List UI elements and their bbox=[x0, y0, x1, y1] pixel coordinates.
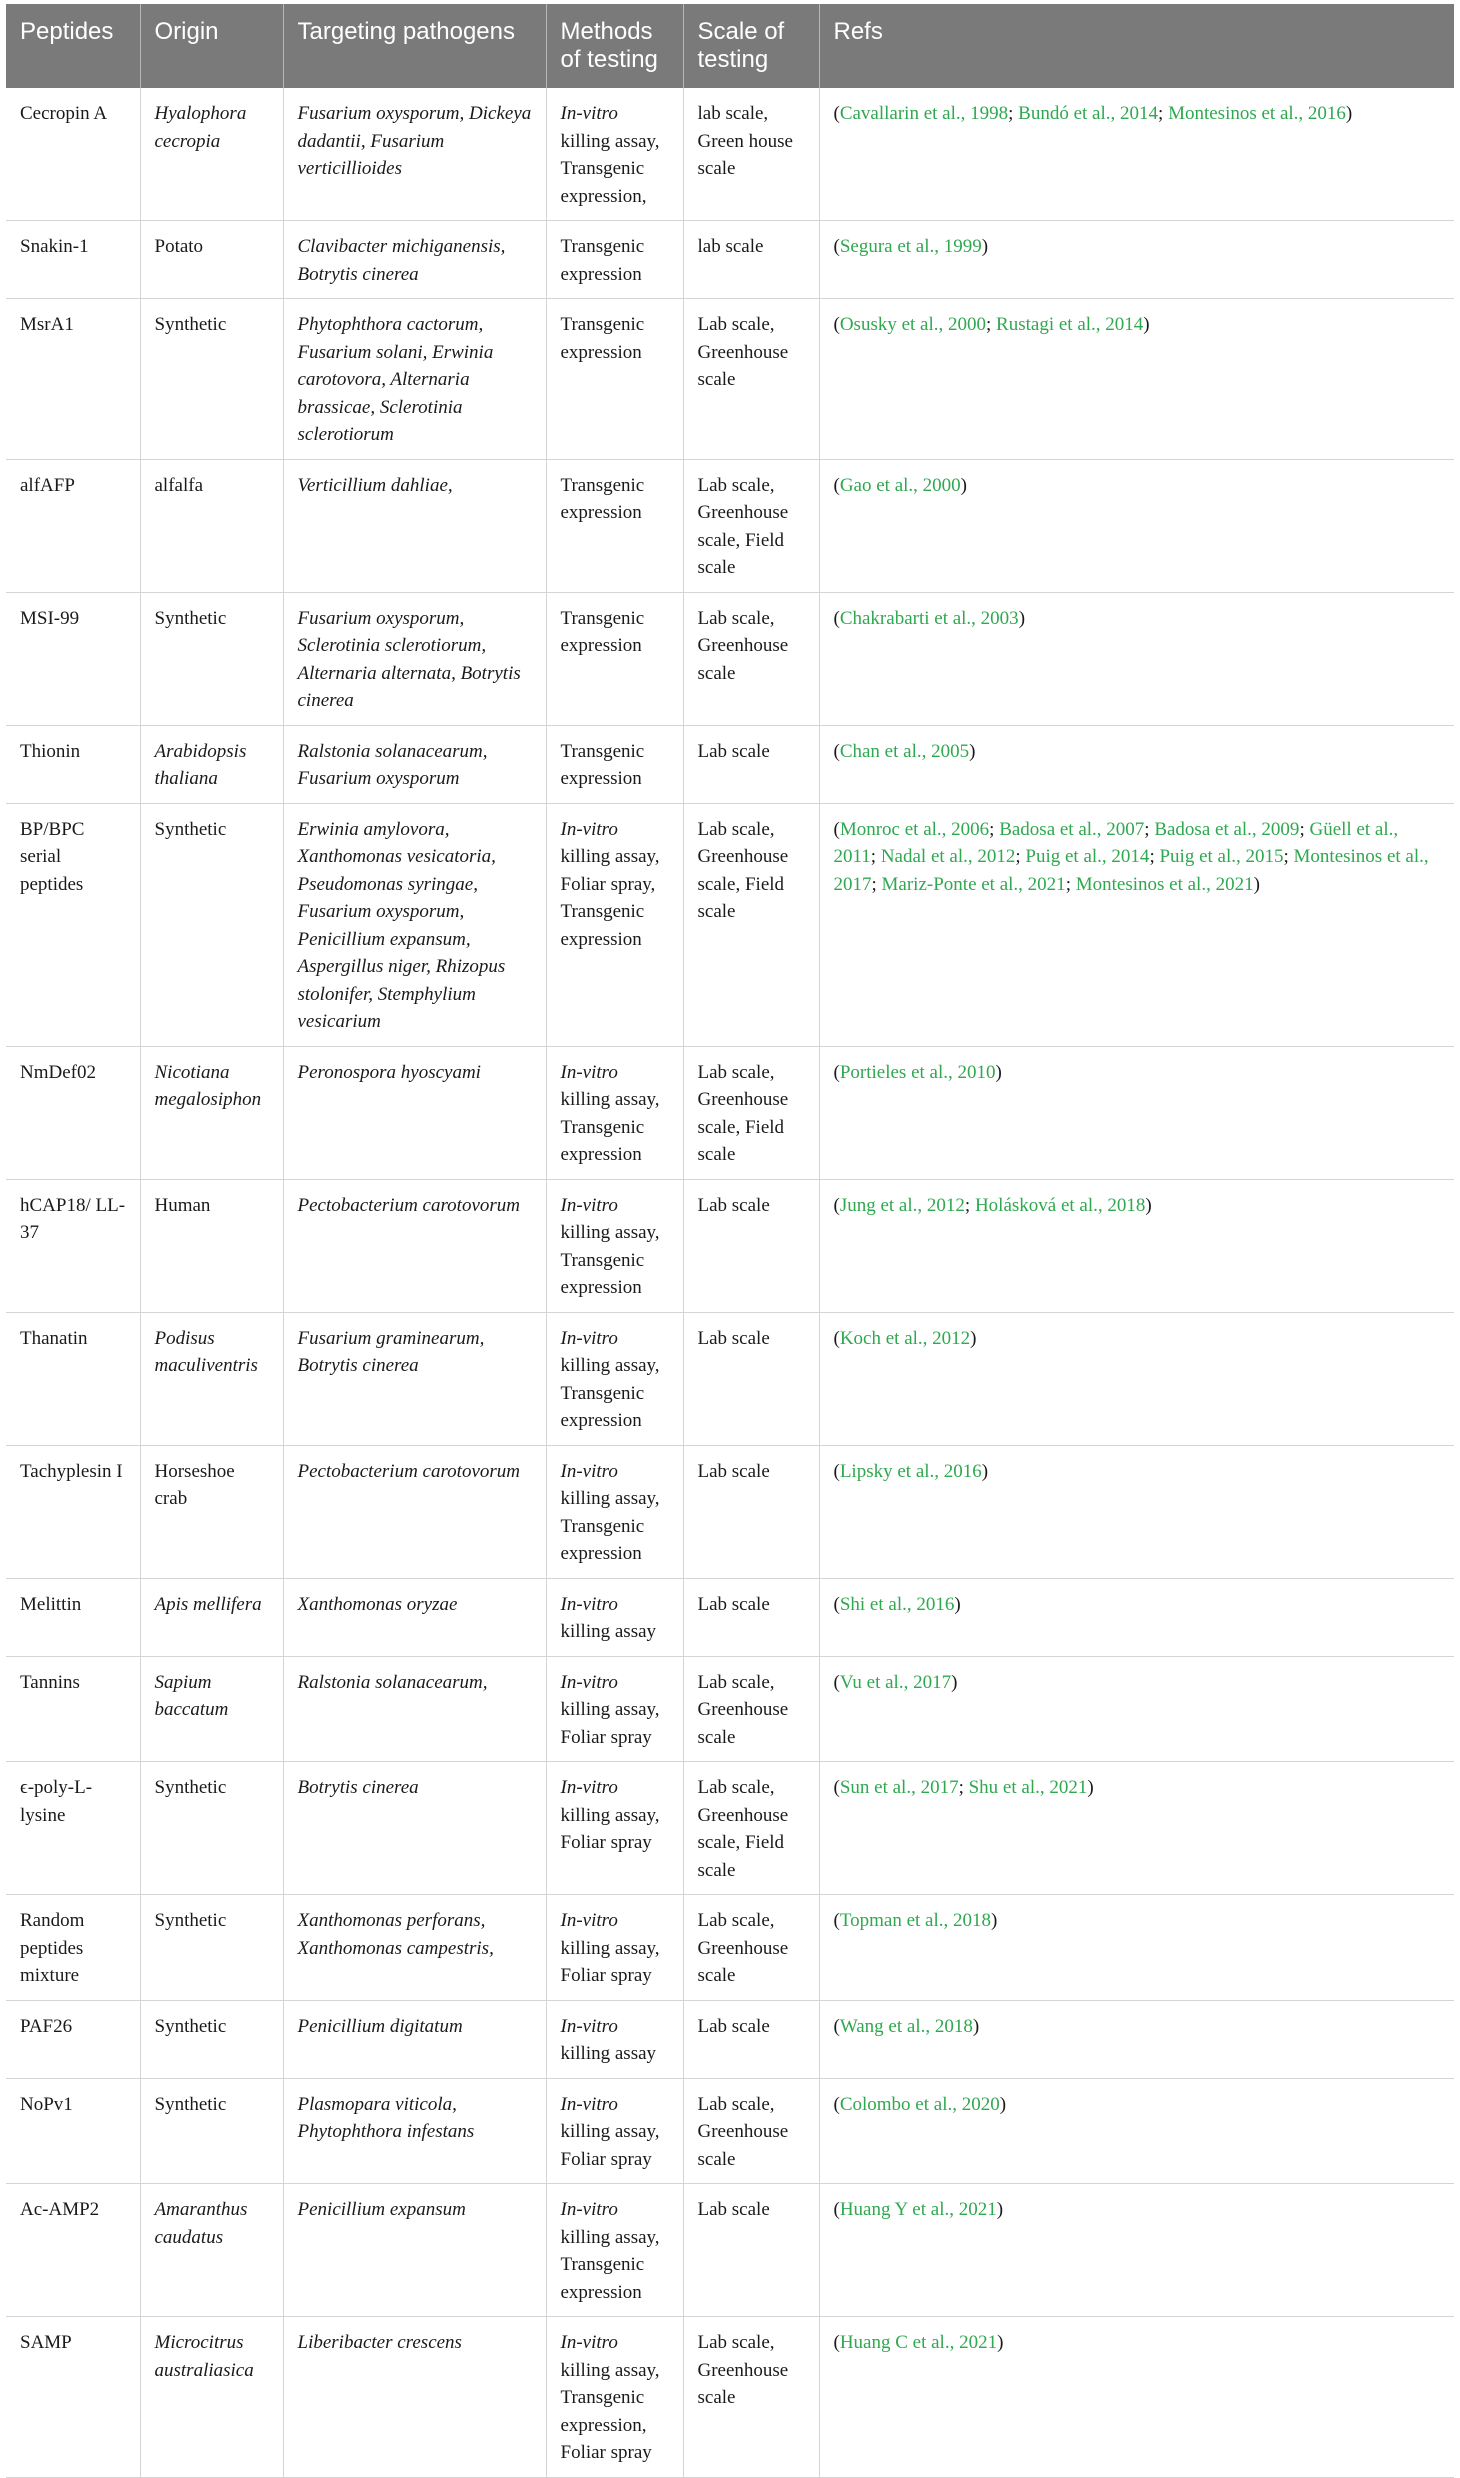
pathogen-name: Ralstonia solanacearum, bbox=[297, 1671, 488, 1693]
scale-cell: lab scale, Green house scale bbox=[683, 88, 819, 221]
method-text: killing assay, bbox=[560, 1089, 660, 1110]
refs-cell: (Portieles et al., 2010) bbox=[819, 1046, 1454, 1179]
refs-cell: (Koch et al., 2012) bbox=[819, 1312, 1454, 1445]
method-text: killing assay, bbox=[560, 130, 660, 152]
origin-cell: alfalfa bbox=[140, 459, 283, 592]
origin-cell: Synthetic bbox=[140, 299, 283, 460]
method-text: killing assay bbox=[560, 1621, 657, 1642]
scale-cell: Lab scale, Greenhouse scale bbox=[683, 2317, 819, 2478]
peptide-cell: PAF26 bbox=[6, 2000, 140, 2078]
methods-cell bbox=[546, 1895, 683, 2001]
pathogen-name: Xanthomonas perforans, bbox=[297, 1910, 486, 1931]
method-text: killing assay, bbox=[560, 1488, 660, 1509]
methods-cell bbox=[546, 803, 683, 1046]
pathogen-name: Phytophthora cactorum, bbox=[297, 314, 484, 335]
pathogen-name: Erwinia carotovora, bbox=[297, 341, 494, 390]
header-peptides: Peptides bbox=[6, 4, 140, 88]
method-text: killing assay, bbox=[560, 1937, 660, 1959]
reference-link[interactable]: Puig et al., 2014 bbox=[1025, 846, 1150, 867]
method-italic-term: In-vitro bbox=[560, 1910, 618, 1931]
method-italic-term: In-vitro bbox=[560, 2015, 618, 2037]
method-text: Transgenic expression bbox=[560, 1249, 645, 1298]
method-italic-term: In-vitro bbox=[560, 1061, 618, 1083]
pathogens-cell bbox=[283, 1445, 546, 1578]
pathogen-name: Xanthomonas vesicatoria, bbox=[297, 846, 496, 867]
table-row bbox=[6, 725, 1454, 803]
pathogens-cell bbox=[283, 1656, 546, 1762]
origin-cell: Human bbox=[140, 1179, 283, 1312]
origin-cell: Horseshoe crab bbox=[140, 1445, 283, 1578]
methods-cell bbox=[546, 2078, 683, 2184]
refs-cell: (Wang et al., 2018) bbox=[819, 2000, 1454, 2078]
header-scale-of-testing: Scale of testing bbox=[683, 4, 819, 88]
method-italic-term: In-vitro bbox=[560, 1593, 618, 1615]
pathogen-name: Clavibacter michiganensis, bbox=[297, 236, 506, 257]
table-row bbox=[6, 1578, 1454, 1656]
pathogens-cell bbox=[283, 221, 546, 299]
refs-cell: (Chakrabarti et al., 2003) bbox=[819, 592, 1454, 725]
methods-cell bbox=[546, 1179, 683, 1312]
reference-link[interactable]: Wang et al., 2018 bbox=[839, 2015, 973, 2037]
methods-cell bbox=[546, 725, 683, 803]
pathogen-name: Plasmopara viticola, bbox=[297, 2093, 457, 2115]
method-text: Transgenic expression, bbox=[560, 2387, 647, 2436]
refs-cell: (Vu et al., 2017) bbox=[819, 1656, 1454, 1762]
scale-cell: Lab scale, Greenhouse scale bbox=[683, 2078, 819, 2184]
pathogens-cell bbox=[283, 2078, 546, 2184]
method-italic-term: In-vitro bbox=[560, 1671, 618, 1693]
pathogen-name: Xanthomonas oryzae bbox=[297, 1593, 458, 1615]
peptide-cell: Tachyplesin I bbox=[6, 1445, 140, 1578]
peptide-cell: alfAFP bbox=[6, 459, 140, 592]
scale-cell: Lab scale bbox=[683, 1578, 819, 1656]
origin-cell: Nicotiana megalosiphon bbox=[140, 1046, 283, 1179]
pathogens-cell bbox=[283, 459, 546, 592]
pathogen-name: Peronospora hyoscyami bbox=[297, 1061, 481, 1083]
method-text: Transgenic expression bbox=[560, 236, 645, 285]
refs-cell: (Colombo et al., 2020) bbox=[819, 2078, 1454, 2184]
peptides-table bbox=[6, 4, 1454, 2478]
reference-link[interactable]: Montesinos et al., 2017 bbox=[833, 846, 1429, 895]
reference-link[interactable]: Huang C et al., 2021 bbox=[839, 2332, 998, 2353]
pathogens-cell bbox=[283, 2317, 546, 2478]
reference-link[interactable]: Shu et al., 2021 bbox=[968, 1777, 1088, 1798]
methods-cell bbox=[546, 2317, 683, 2478]
reference-link[interactable]: Koch et al., 2012 bbox=[839, 1327, 971, 1349]
table-header bbox=[6, 4, 1454, 88]
table-row bbox=[6, 803, 1454, 1046]
pathogens-cell bbox=[283, 2000, 546, 2078]
reference-link[interactable]: Shi et al., 2016 bbox=[839, 1593, 955, 1615]
origin-cell: Synthetic bbox=[140, 803, 283, 1046]
method-text: Transgenic expression bbox=[560, 1382, 645, 1431]
refs-cell: (Lipsky et al., 2016) bbox=[819, 1445, 1454, 1578]
pathogen-name: Pectobacterium carotovorum bbox=[297, 1194, 520, 1216]
method-italic-term: In-vitro bbox=[560, 2199, 618, 2220]
pathogen-name: Phytophthora infestans bbox=[297, 2121, 475, 2142]
table-row bbox=[6, 1656, 1454, 1762]
origin-cell: Synthetic bbox=[140, 1895, 283, 2001]
scale-cell: Lab scale, Greenhouse scale, Field scale bbox=[683, 803, 819, 1046]
refs-cell: (Shi et al., 2016) bbox=[819, 1578, 1454, 1656]
method-italic-term: In-vitro bbox=[560, 103, 618, 124]
pathogen-name: Botrytis cinerea bbox=[297, 1777, 419, 1798]
pathogen-name: Fusarium oxysporum bbox=[297, 768, 460, 789]
pathogen-name: Aspergillus niger, bbox=[297, 956, 431, 977]
pathogen-name: Verticillium dahliae, bbox=[297, 474, 453, 496]
reference-link[interactable]: Jung et al., 2012 bbox=[839, 1194, 965, 1216]
peptide-cell: Thionin bbox=[6, 725, 140, 803]
reference-link[interactable]: Segura et al., 1999 bbox=[839, 236, 982, 257]
pathogens-cell bbox=[283, 1578, 546, 1656]
reference-link[interactable]: Portieles et al., 2010 bbox=[839, 1061, 996, 1083]
refs-cell: (Topman et al., 2018) bbox=[819, 1895, 1454, 2001]
method-text: Foliar spray bbox=[560, 1965, 652, 1986]
header-row bbox=[6, 4, 1454, 88]
method-italic-term: In-vitro bbox=[560, 1460, 618, 1482]
methods-cell bbox=[546, 1046, 683, 1179]
peptide-cell: BP/BPC serial peptides bbox=[6, 803, 140, 1046]
reference-link[interactable]: Holásková et al., 2018 bbox=[974, 1194, 1146, 1216]
table-row bbox=[6, 1312, 1454, 1445]
scale-cell: Lab scale bbox=[683, 1179, 819, 1312]
method-italic-term: In-vitro bbox=[560, 818, 618, 840]
refs-cell: (Huang C et al., 2021) bbox=[819, 2317, 1454, 2478]
table-row bbox=[6, 1762, 1454, 1895]
refs-cell: (Osusky et al., 2000; Rustagi et al., 2014) bbox=[819, 299, 1454, 460]
header-origin: Origin bbox=[140, 4, 283, 88]
origin-cell: Synthetic bbox=[140, 1762, 283, 1895]
pathogen-name: Fusarium oxysporum, bbox=[297, 607, 465, 629]
method-text: Transgenic expression bbox=[560, 474, 645, 523]
reference-link[interactable]: Badosa et al., 2009 bbox=[1154, 818, 1300, 840]
peptide-cell: SAMP bbox=[6, 2317, 140, 2478]
header-targeting-pathogens: Targeting pathogens bbox=[283, 4, 546, 88]
refs-cell: (Cavallarin et al., 1998; Bundó et al., 2014; Montesinos et al., 2016) bbox=[819, 88, 1454, 221]
scale-cell: Lab scale, Greenhouse scale, Field scale bbox=[683, 1046, 819, 1179]
pathogens-cell bbox=[283, 1762, 546, 1895]
reference-link[interactable]: Osusky et al., 2000 bbox=[839, 314, 987, 335]
method-text: Transgenic expression bbox=[560, 607, 645, 656]
pathogen-name: Sclerotinia sclerotiorum, bbox=[297, 635, 487, 656]
method-text: Transgenic expression bbox=[560, 740, 645, 789]
method-text: killing assay bbox=[560, 2043, 657, 2064]
pathogens-cell bbox=[283, 1312, 546, 1445]
method-text: Foliar spray bbox=[560, 1832, 652, 1853]
peptide-cell: Snakin-1 bbox=[6, 221, 140, 299]
method-italic-term: In-vitro bbox=[560, 2093, 618, 2115]
pathogen-name: Liberibacter crescens bbox=[297, 2332, 462, 2353]
method-text: killing assay, bbox=[560, 2226, 660, 2248]
methods-cell bbox=[546, 221, 683, 299]
peptide-cell: Random peptides mixture bbox=[6, 1895, 140, 2001]
reference-link[interactable]: Topman et al., 2018 bbox=[839, 1910, 991, 1931]
pathogen-name: Sclerotinia sclerotiorum bbox=[297, 396, 463, 445]
pathogens-cell bbox=[283, 88, 546, 221]
peptide-cell: hCAP18/ LL-37 bbox=[6, 1179, 140, 1312]
peptide-cell: Tannins bbox=[6, 1656, 140, 1762]
peptide-cell: MSI-99 bbox=[6, 592, 140, 725]
table-row bbox=[6, 2317, 1454, 2478]
pathogen-name: Alternaria alternata, bbox=[297, 662, 456, 684]
pathogen-name: Pseudomonas syringae, bbox=[297, 873, 478, 895]
scale-cell: Lab scale bbox=[683, 2000, 819, 2078]
method-text: Transgenic expression bbox=[560, 314, 645, 363]
pathogen-name: Botrytis cinerea bbox=[297, 662, 521, 711]
method-italic-term: In-vitro bbox=[560, 2332, 618, 2353]
pathogen-name: Penicillium expansum, bbox=[297, 928, 471, 950]
method-text: Transgenic expression, bbox=[560, 158, 647, 207]
pathogen-name: Fusarium oxysporum, bbox=[297, 901, 465, 922]
reference-link[interactable]: Badosa et al., 2007 bbox=[999, 818, 1145, 840]
refs-cell: (Chan et al., 2005) bbox=[819, 725, 1454, 803]
pathogen-name: Fusarium solani, bbox=[297, 341, 428, 363]
origin-cell: Podisus maculiventris bbox=[140, 1312, 283, 1445]
scale-cell: Lab scale bbox=[683, 2184, 819, 2317]
scale-cell: Lab scale, Greenhouse scale bbox=[683, 299, 819, 460]
refs-cell: (Sun et al., 2017; Shu et al., 2021) bbox=[819, 1762, 1454, 1895]
origin-cell: Potato bbox=[140, 221, 283, 299]
method-text: killing assay, bbox=[560, 1804, 660, 1826]
method-text: killing assay, bbox=[560, 1222, 660, 1243]
method-italic-term: In-vitro bbox=[560, 1777, 618, 1798]
scale-cell: Lab scale, Greenhouse scale bbox=[683, 1895, 819, 2001]
method-text: Transgenic expression bbox=[560, 901, 645, 950]
scale-cell: Lab scale, Greenhouse scale, Field scale bbox=[683, 1762, 819, 1895]
pathogen-name: Penicillium digitatum bbox=[297, 2015, 463, 2037]
table-row bbox=[6, 221, 1454, 299]
methods-cell bbox=[546, 459, 683, 592]
refs-cell: (Monroc et al., 2006; Badosa et al., 2007; Badosa et al., 2009; Güell et al., 2011; Nadal et al., 2012; Puig et al., 2014; Puig et al., 2015; Montesinos et al., 2017; Mariz-Ponte et al., 2021; Montesinos et al., 2021) bbox=[819, 803, 1454, 1046]
pathogens-cell bbox=[283, 592, 546, 725]
pathogens-cell bbox=[283, 1179, 546, 1312]
methods-cell bbox=[546, 88, 683, 221]
table-row bbox=[6, 1179, 1454, 1312]
refs-cell: (Gao et al., 2000) bbox=[819, 459, 1454, 592]
peptide-cell: Cecropin A bbox=[6, 88, 140, 221]
pathogen-name: Botrytis cinerea bbox=[297, 1355, 419, 1376]
reference-link[interactable]: Chakrabarti et al., 2003 bbox=[839, 607, 1019, 629]
method-text: killing assay, bbox=[560, 2359, 660, 2381]
refs-cell: (Huang Y et al., 2021) bbox=[819, 2184, 1454, 2317]
pathogen-name: Stemphylium vesicarium bbox=[297, 983, 476, 1032]
origin-cell: Apis mellifera bbox=[140, 1578, 283, 1656]
methods-cell bbox=[546, 592, 683, 725]
reference-link[interactable]: Cavallarin et al., 1998 bbox=[839, 103, 1009, 124]
pathogen-name: Rhizopus stolonifer, bbox=[297, 956, 506, 1005]
pathogens-cell bbox=[283, 299, 546, 460]
reference-link[interactable]: Güell et al., 2011 bbox=[833, 818, 1399, 867]
reference-link[interactable]: Huang Y et al., 2021 bbox=[839, 2199, 997, 2220]
scale-cell: Lab scale, Greenhouse scale bbox=[683, 592, 819, 725]
reference-link[interactable]: Colombo et al., 2020 bbox=[839, 2093, 1000, 2115]
scale-cell: lab scale bbox=[683, 221, 819, 299]
pathogen-name: Fusarium oxysporum, bbox=[297, 103, 465, 124]
peptide-cell: Thanatin bbox=[6, 1312, 140, 1445]
method-text: Foliar spray, bbox=[560, 873, 656, 895]
table-row bbox=[6, 459, 1454, 592]
methods-cell bbox=[546, 1445, 683, 1578]
method-text: killing assay, bbox=[560, 1699, 660, 1720]
scale-cell: Lab scale bbox=[683, 1445, 819, 1578]
pathogen-name: Botrytis cinerea bbox=[297, 263, 419, 285]
reference-link[interactable]: Puig et al., 2015 bbox=[1159, 846, 1284, 867]
reference-link[interactable]: Vu et al., 2017 bbox=[839, 1671, 952, 1693]
methods-cell bbox=[546, 1312, 683, 1445]
table-body bbox=[6, 88, 1454, 2477]
method-text: Transgenic expression bbox=[560, 1116, 645, 1165]
pathogen-name: Penicillium expansum bbox=[297, 2199, 466, 2220]
reference-link[interactable]: Monroc et al., 2006 bbox=[839, 818, 990, 840]
peptide-cell: NoPv1 bbox=[6, 2078, 140, 2184]
table-row bbox=[6, 299, 1454, 460]
origin-cell: Microcitrus australiasica bbox=[140, 2317, 283, 2478]
methods-cell bbox=[546, 1656, 683, 1762]
scale-cell: Lab scale, Greenhouse scale bbox=[683, 1656, 819, 1762]
method-text: Transgenic expression bbox=[560, 2254, 645, 2303]
table-row bbox=[6, 88, 1454, 221]
origin-cell: Synthetic bbox=[140, 592, 283, 725]
methods-cell bbox=[546, 299, 683, 460]
scale-cell: Lab scale bbox=[683, 725, 819, 803]
table-row bbox=[6, 2184, 1454, 2317]
peptide-cell: NmDef02 bbox=[6, 1046, 140, 1179]
refs-cell: (Jung et al., 2012; Holásková et al., 2018) bbox=[819, 1179, 1454, 1312]
refs-cell: (Segura et al., 1999) bbox=[819, 221, 1454, 299]
pathogens-cell bbox=[283, 803, 546, 1046]
pathogens-cell bbox=[283, 2184, 546, 2317]
table-row bbox=[6, 1445, 1454, 1578]
method-text: killing assay, bbox=[560, 1355, 660, 1376]
reference-link[interactable]: Montesinos et al., 2021 bbox=[1075, 873, 1254, 895]
reference-link[interactable]: Sun et al., 2017 bbox=[839, 1777, 959, 1798]
pathogen-name: Erwinia amylovora, bbox=[297, 818, 450, 840]
reference-link[interactable]: Nadal et al., 2012 bbox=[880, 846, 1016, 867]
pathogen-name: Dickeya dadantii, bbox=[297, 103, 532, 152]
origin-cell: Synthetic bbox=[140, 2000, 283, 2078]
method-italic-term: In-vitro bbox=[560, 1327, 618, 1349]
scale-cell: Lab scale, Greenhouse scale, Field scale bbox=[683, 459, 819, 592]
origin-cell: Amaranthus caudatus bbox=[140, 2184, 283, 2317]
table-row bbox=[6, 2078, 1454, 2184]
reference-link[interactable]: Lipsky et al., 2016 bbox=[839, 1460, 982, 1482]
peptide-cell: MsrA1 bbox=[6, 299, 140, 460]
header-methods-of-testing: Methods of testing bbox=[546, 4, 683, 88]
method-text: Transgenic expression bbox=[560, 1515, 645, 1564]
pathogen-name: Fusarium graminearum, bbox=[297, 1327, 485, 1349]
methods-cell bbox=[546, 1762, 683, 1895]
method-italic-term: In-vitro bbox=[560, 1194, 618, 1216]
table-row bbox=[6, 1895, 1454, 2001]
reference-link[interactable]: Gao et al., 2000 bbox=[839, 474, 961, 496]
methods-cell bbox=[546, 1578, 683, 1656]
table-row bbox=[6, 592, 1454, 725]
origin-cell: Hyalophora cecropia bbox=[140, 88, 283, 221]
reference-link[interactable]: Chan et al., 2005 bbox=[839, 740, 970, 762]
peptide-cell: Melittin bbox=[6, 1578, 140, 1656]
method-text: killing assay, bbox=[560, 2121, 660, 2142]
method-text: killing assay, bbox=[560, 846, 660, 867]
pathogen-name: Alternaria brassicae, bbox=[297, 369, 470, 418]
header-refs: Refs bbox=[819, 4, 1454, 88]
method-text: Foliar spray bbox=[560, 2442, 652, 2463]
pathogens-cell bbox=[283, 1046, 546, 1179]
origin-cell: Synthetic bbox=[140, 2078, 283, 2184]
pathogen-name: Xanthomonas campestris, bbox=[297, 1937, 494, 1959]
pathogen-name: Pectobacterium carotovorum bbox=[297, 1460, 520, 1482]
pathogen-name: Ralstonia solanacearum, bbox=[297, 740, 488, 762]
table-row bbox=[6, 2000, 1454, 2078]
origin-cell: Sapium baccatum bbox=[140, 1656, 283, 1762]
methods-cell bbox=[546, 2000, 683, 2078]
reference-link[interactable]: Mariz-Ponte et al., 2021 bbox=[881, 873, 1066, 895]
table-row bbox=[6, 1046, 1454, 1179]
pathogens-cell bbox=[283, 1895, 546, 2001]
pathogen-name: Fusarium verticillioides bbox=[297, 130, 445, 179]
reference-link[interactable]: Rustagi et al., 2014 bbox=[996, 314, 1144, 335]
method-text: Foliar spray bbox=[560, 1726, 652, 1748]
methods-cell bbox=[546, 2184, 683, 2317]
pathogens-cell bbox=[283, 725, 546, 803]
reference-link[interactable]: Montesinos et al., 2016 bbox=[1168, 103, 1346, 124]
peptide-cell: ϵ-poly-L-lysine bbox=[6, 1762, 140, 1895]
reference-link[interactable]: Bundó et al., 2014 bbox=[1018, 103, 1159, 124]
origin-cell: Arabidopsis thaliana bbox=[140, 725, 283, 803]
method-text: Foliar spray bbox=[560, 2148, 652, 2170]
peptide-cell: Ac-AMP2 bbox=[6, 2184, 140, 2317]
scale-cell: Lab scale bbox=[683, 1312, 819, 1445]
